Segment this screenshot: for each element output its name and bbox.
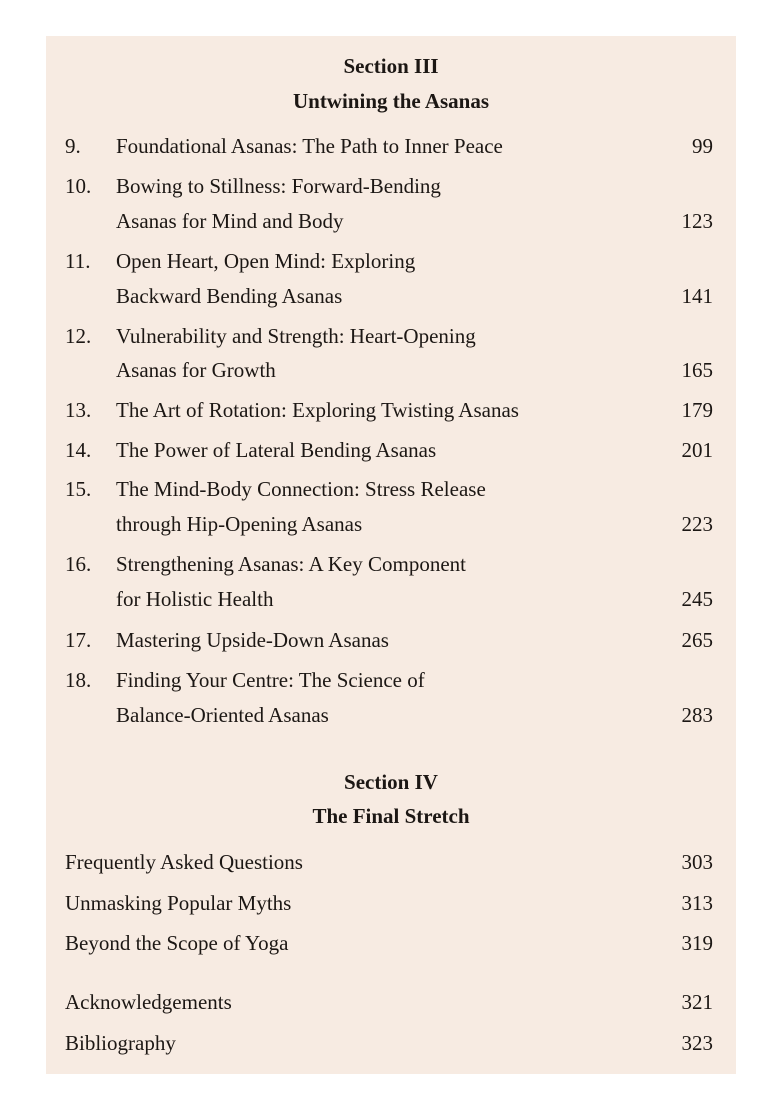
section-3-subtitle: Untwining the Asanas — [292, 89, 490, 113]
entry-page: 223 — [681, 512, 713, 536]
entry-page: 323 — [681, 1031, 713, 1055]
entry-title: The Mind-Body Connection: Stress Release — [116, 477, 486, 501]
section-4-subtitle: The Final Stretch — [312, 804, 470, 828]
entry-title-cont: Balance-Oriented Asanas — [116, 703, 329, 727]
entry-page: 201 — [681, 438, 713, 462]
section-3-title: Section III — [343, 54, 439, 78]
entry-number: 10. — [65, 174, 92, 198]
entry-number: 15. — [65, 477, 92, 501]
entry-title: Mastering Upside-Down Asanas — [116, 628, 389, 652]
entry-title: Vulnerability and Strength: Heart-Opening — [116, 324, 476, 348]
entry-page: 99 — [692, 134, 713, 158]
entry-page: 313 — [681, 891, 713, 915]
entry-title: Bowing to Stillness: Forward-Bending — [116, 174, 441, 198]
entry-number: 16. — [65, 552, 92, 576]
entry-title: Finding Your Centre: The Science of — [116, 668, 425, 692]
entry-number: 12. — [65, 324, 92, 348]
entry-title: Unmasking Popular Myths — [65, 891, 292, 915]
entry-title-cont: for Holistic Health — [116, 587, 274, 611]
toc-page — [46, 36, 736, 1074]
entry-page: 265 — [681, 628, 713, 652]
entry-page: 179 — [681, 398, 713, 422]
entry-title: Frequently Asked Questions — [65, 850, 303, 874]
entry-title: The Power of Lateral Bending Asanas — [116, 438, 437, 462]
entry-page: 141 — [681, 284, 713, 308]
entry-page: 319 — [681, 931, 713, 955]
entry-number: 14. — [65, 438, 92, 462]
entry-title: Acknowledgements — [65, 990, 232, 1014]
entry-number: 11. — [65, 249, 91, 273]
entry-title: Foundational Asanas: The Path to Inner Peace — [116, 134, 503, 158]
entry-page: 165 — [681, 358, 713, 382]
entry-title-cont: Asanas for Growth — [116, 358, 276, 382]
entry-page: 303 — [681, 850, 713, 874]
entry-title: Strengthening Asanas: A Key Component — [116, 552, 466, 576]
entry-number: 18. — [65, 668, 92, 692]
entry-number: 9. — [65, 134, 81, 158]
entry-title: Bibliography — [65, 1031, 176, 1055]
entry-title: Open Heart, Open Mind: Exploring — [116, 249, 416, 273]
entry-title-cont: Backward Bending Asanas — [116, 284, 343, 308]
entry-number: 17. — [65, 628, 92, 652]
entry-page: 123 — [681, 209, 713, 233]
entry-title: The Art of Rotation: Exploring Twisting Asanas — [116, 398, 519, 422]
entry-number: 13. — [65, 398, 92, 422]
entry-title-cont: Asanas for Mind and Body — [116, 209, 344, 233]
entry-title: Beyond the Scope of Yoga — [65, 931, 289, 955]
section-4-title: Section IV — [344, 770, 438, 794]
entry-title-cont: through Hip-Opening Asanas — [116, 512, 363, 536]
entry-page: 245 — [681, 587, 713, 611]
entry-page: 321 — [681, 990, 713, 1014]
entry-page: 283 — [681, 703, 713, 727]
